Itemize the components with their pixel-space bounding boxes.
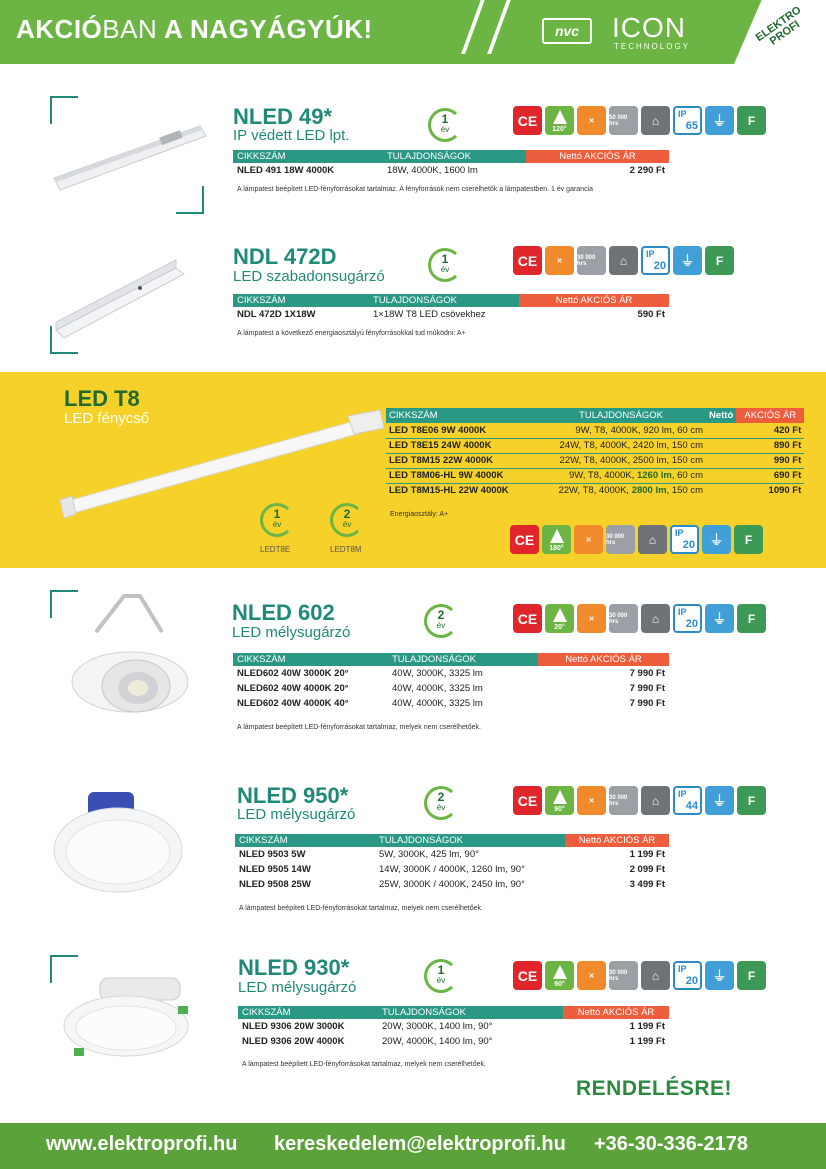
page-title: AKCIÓBAN A NAGYÁGYÚK! <box>16 14 373 44</box>
product-table: CIKKSZÁM TULAJDONSÁGOK Nettó AKCIÓS ÁR NLED 491 18W 4000K 18W, 4000K, 1600 lm 2 290 Ft <box>233 150 669 178</box>
warranty-label: LEDT8M <box>330 545 362 554</box>
indoor-icon: ⌂ <box>609 246 638 275</box>
table-row: NLED 9306 20W 3000K 20W, 3000K, 1400 lm, 90° 1 199 Ft <box>242 1021 665 1032</box>
ground-icon: ⏚ <box>705 961 734 990</box>
email-link[interactable]: kereskedelem@elektroprofi.hu <box>274 1133 566 1155</box>
ground-icon: ⏚ <box>673 246 702 275</box>
table-row: NLED602 40W 4000K 40° 40W, 4000K, 3325 lm 7 990 Ft <box>237 698 665 709</box>
ce-icon: CE <box>513 106 542 135</box>
flammable-icon: F <box>737 786 766 815</box>
energy-class-note: Energiaosztály: A+ <box>390 511 449 518</box>
ce-icon: CE <box>513 786 542 815</box>
product-table: CIKKSZÁM TULAJDONSÁGOK Nettó AKCIÓS ÁR NDL 472D 1X18W 1×18W T8 LED csövekhez 590 Ft <box>233 294 669 322</box>
ip-rating-icon: IP 44 <box>673 786 702 815</box>
table-row: LED T8E15 24W 4000K 24W, T8, 4000K, 2420 lm, 150 cm 890 Ft <box>386 438 804 453</box>
table-row: NLED 9508 25W 25W, 3000K / 4000K, 2450 lm, 90° 3 499 Ft <box>239 879 665 890</box>
warranty-badge: 1 év <box>260 503 294 537</box>
table-row: LED T8M15 22W 4000K 22W, T8, 4000K, 2500 lm, 150 cm 990 Ft <box>386 453 804 468</box>
phone-link[interactable]: +36-30-336-2178 <box>594 1133 749 1155</box>
product-note: A lámpatest beépített LED-fényforrásokat tartalmaz. A fényforrások nem cserélhetők a lámpatestben. 1 év garancia <box>237 186 594 193</box>
beam-angle-icon: 90° <box>545 961 574 990</box>
indoor-icon: ⌂ <box>641 961 670 990</box>
warranty-badge: 1 év <box>428 108 462 142</box>
ip-rating-icon: IP 20 <box>641 246 670 275</box>
no-replace-icon: ✕ <box>577 604 606 633</box>
elektroprofi-logo: ELEKTRO PROFI <box>753 4 804 48</box>
product-image-nled49 <box>50 116 210 196</box>
no-replace-icon: ✕ <box>577 786 606 815</box>
feature-icons <box>513 246 734 275</box>
warranty-label: LEDT8E <box>260 545 291 554</box>
no-replace-icon: ✕ <box>577 961 606 990</box>
product-subtitle: LED mélysugárzó <box>238 979 357 996</box>
product-table: CIKKSZÁM TULAJDONSÁGOK Nettó AKCIÓS ÁR NLED 9306 20W 3000K 20W, 3000K, 1400 lm, 90° 1 199 Ft NLED 9306 20W 4000K 20W, 4000K, 1400 lm, 90° 1 199 Ft <box>238 1006 669 1049</box>
ce-icon: CE <box>510 525 539 554</box>
icon-logo-sub: TECHNOLOGY <box>614 42 691 51</box>
icon-logo: ICON <box>612 12 686 43</box>
indoor-icon: ⌂ <box>641 106 670 135</box>
warranty-badge: 2 év <box>424 786 458 820</box>
product-name: NLED 950* <box>237 783 349 808</box>
flammable-icon: F <box>705 246 734 275</box>
product-name: LED T8 <box>64 386 140 411</box>
beam-angle-icon: 120° <box>545 106 574 135</box>
feature-icons <box>513 106 766 135</box>
no-replace-icon: ✕ <box>545 246 574 275</box>
hours-icon: 30 000 hrs <box>609 961 638 990</box>
table-row: LED T8M15-HL 22W 4000K 22W, T8, 4000K, 2800 lm, 150 cm 1090 Ft <box>389 485 802 497</box>
product-subtitle: LED mélysugárzó <box>232 624 351 641</box>
product-subtitle: LED szabadonsugárzó <box>233 268 385 285</box>
beam-angle-icon: 180° <box>542 525 571 554</box>
nvc-logo: nvc <box>542 18 592 44</box>
table-row: LED T8M06-HL 9W 4000K 9W, T8, 4000K, 1260 lm, 60 cm 690 Ft <box>386 468 804 483</box>
product-image-ndl472d <box>52 256 192 346</box>
product-image-nled602 <box>66 592 196 732</box>
feature-icons <box>513 604 766 633</box>
feature-icons <box>513 786 766 815</box>
flammable-icon: F <box>734 525 763 554</box>
table-row: NDL 472D 1X18W 1×18W T8 LED csövekhez 590 Ft <box>237 309 665 320</box>
product-image-nled950 <box>48 790 188 900</box>
table-row: NLED602 40W 4000K 20° 40W, 4000K, 3325 lm 7 990 Ft <box>237 683 665 694</box>
warranty-badge: 1 év <box>424 959 458 993</box>
header-banner <box>0 0 826 64</box>
ground-icon: ⏚ <box>705 604 734 633</box>
feature-icons <box>513 961 766 990</box>
table-row: NLED 9306 20W 4000K 20W, 4000K, 1400 lm, 90° 1 199 Ft <box>242 1036 665 1047</box>
ground-icon: ⏚ <box>705 786 734 815</box>
t8-product-table: CIKKSZÁM TULAJDONSÁGOK Nettó AKCIÓS ÁR LED T8E06 9W 4000K 9W, T8, 4000K, 920 lm, 60 cm 420 Ft LED T8E15 24W 4000K 24W, T8, 4000K, 2420 lm, 150 cm 890 Ft LED T8M15 22W 4000K 22W, T8, 4000K, 2500 lm, 150 cm 990 Ft LED T8M06-HL 9W 4000K 9W, T8, 4000K, 1260 lm, 60 cm 690 Ft LED T8M15-HL 22W 4000K 22W, T8, 4000K, 2800 lm, 150 cm 1090 Ft <box>386 408 804 498</box>
divider-slash <box>461 0 487 54</box>
indoor-icon: ⌂ <box>641 786 670 815</box>
hours-icon: 30 000 hrs <box>609 604 638 633</box>
ce-icon: CE <box>513 246 542 275</box>
divider-slash <box>487 0 513 54</box>
product-subtitle: IP védett LED lpt. <box>233 127 350 144</box>
table-row: NLED 9503 5W 5W, 3000K, 425 lm, 90° 1 199 Ft <box>239 849 665 860</box>
product-table: CIKKSZÁM TULAJDONSÁGOK Nettó AKCIÓS ÁR NLED 9503 5W 5W, 3000K, 425 lm, 90° 1 199 Ft NLED 9505 14W 14W, 3000K / 4000K, 1260 lm, 90° 2 099 Ft NLED 9508 25W 25W, 3000K / 4000K, 2450 lm, 90° 3 499 Ft <box>235 834 669 892</box>
ip-rating-icon: IP 20 <box>670 525 699 554</box>
ce-icon: CE <box>513 961 542 990</box>
table-row: NLED 491 18W 4000K 18W, 4000K, 1600 lm 2 290 Ft <box>237 165 665 176</box>
no-replace-icon: ✕ <box>574 525 603 554</box>
ip-rating-icon: IP 20 <box>673 961 702 990</box>
indoor-icon: ⌂ <box>638 525 667 554</box>
flammable-icon: F <box>737 604 766 633</box>
product-name: NLED 49* <box>233 104 333 129</box>
hours-icon: 30 000 hrs <box>577 246 606 275</box>
product-subtitle: LED mélysugárzó <box>237 806 356 823</box>
ip-rating-icon: IP 20 <box>673 604 702 633</box>
product-name: NLED 602 <box>232 600 335 625</box>
ce-icon: CE <box>513 604 542 633</box>
flammable-icon: F <box>737 961 766 990</box>
ground-icon: ⏚ <box>702 525 731 554</box>
indoor-icon: ⌂ <box>641 604 670 633</box>
no-replace-icon: ✕ <box>577 106 606 135</box>
footer-bar <box>0 1123 826 1169</box>
product-note: A lámpatest a következő energiaosztályú fényforrásokkal tud működni: A+ <box>237 330 466 337</box>
hours-icon: 30 000 hrs <box>606 525 635 554</box>
product-name: NDL 472D <box>233 244 337 269</box>
warranty-badge: 2 év <box>424 604 458 638</box>
product-note: A lámpatest beépített LED-fényforrásokat tartalmaz, melyek nem cserélhetőek. <box>239 905 483 912</box>
table-row: NLED 9505 14W 14W, 3000K / 4000K, 1260 lm, 90° 2 099 Ft <box>239 864 665 875</box>
product-table: CIKKSZÁM TULAJDONSÁGOK Nettó AKCIÓS ÁR NLED602 40W 3000K 20° 40W, 3000K, 3325 lm 7 990 Ft NLED602 40W 4000K 20° 40W, 4000K, 3325 lm 7 990 Ft NLED602 40W 4000K 40° 40W, 4000K, 3325 lm 7 990 Ft <box>233 653 669 711</box>
table-row: NLED602 40W 3000K 20° 40W, 3000K, 3325 lm 7 990 Ft <box>237 668 665 679</box>
hours-icon: 30 000 hrs <box>609 786 638 815</box>
product-name: NLED 930* <box>238 955 350 980</box>
warranty-badge: 2 év <box>330 503 364 537</box>
product-note: A lámpatest beépített LED-fényforrásokat tartalmaz, melyek nem cserélhetőek. <box>237 724 481 731</box>
flammable-icon: F <box>737 106 766 135</box>
table-row: LED T8E06 9W 4000K 9W, T8, 4000K, 920 lm, 60 cm 420 Ft <box>386 423 804 438</box>
beam-angle-icon: 90° <box>545 786 574 815</box>
hours-icon: 50 000 hrs <box>609 106 638 135</box>
warranty-badge: 1 év <box>428 248 462 282</box>
product-subtitle: LED fénycső <box>64 410 150 427</box>
ip-rating-icon: IP 65 <box>673 106 702 135</box>
product-note: A lámpatest beépített LED-fényforrásokat tartalmaz, melyek nem cserélhetőek. <box>242 1061 486 1068</box>
website-link[interactable]: www.elektroprofi.hu <box>46 1133 238 1155</box>
ground-icon: ⏚ <box>705 106 734 135</box>
beam-angle-icon: 20° <box>545 604 574 633</box>
order-note: RENDELÉSRE! <box>576 1077 733 1100</box>
feature-icons <box>510 525 763 554</box>
product-image-nled930 <box>60 968 200 1063</box>
